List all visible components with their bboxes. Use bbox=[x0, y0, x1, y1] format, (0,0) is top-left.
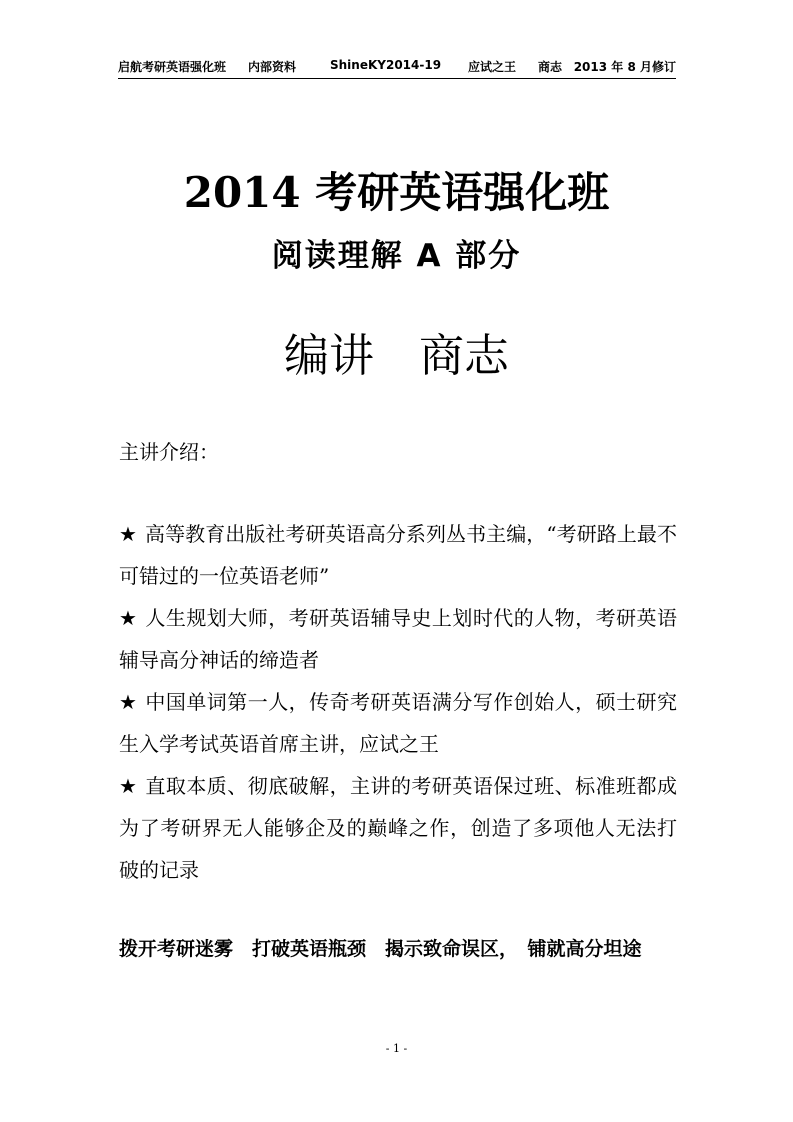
list-item-text: 中国单词第一人，传奇考研英语满分写作创始人，硕士研究生入学考试英语首席主讲，应试之王 bbox=[119, 690, 678, 756]
motto: 拨开考研迷雾 打破英语瓶颈 揭示致命误区， 铺就高分坦途 bbox=[119, 938, 642, 960]
header-author: 商志 bbox=[538, 60, 563, 74]
header-king: 应试之王 bbox=[468, 60, 517, 74]
list-item bbox=[119, 681, 677, 765]
list-item-text: 人生规划大师，考研英语辅导史上划时代的人物，考研英语辅导高分神话的缔造者 bbox=[119, 606, 678, 672]
star-icon: ★ bbox=[119, 690, 138, 714]
intro-label: 主讲介绍： bbox=[119, 440, 219, 464]
document-subtitle: 阅读理解 A 部分 bbox=[271, 238, 522, 274]
header-revision: 2013 年 8 月修订 bbox=[573, 60, 676, 74]
page-header bbox=[118, 56, 676, 79]
header-internal: 内部资料 bbox=[248, 60, 297, 74]
header-code: ShineKY2014-19 bbox=[330, 58, 442, 72]
document-title: 2014 考研英语强化班 bbox=[183, 168, 610, 217]
star-icon: ★ bbox=[119, 522, 137, 546]
list-item bbox=[119, 597, 677, 681]
star-icon: ★ bbox=[119, 774, 138, 798]
list-item-text: 高等教育出版社考研英语高分系列丛书主编，“考研路上最不可错过的一位英语老师” bbox=[119, 522, 677, 588]
star-icon: ★ bbox=[119, 606, 138, 630]
list-item bbox=[119, 765, 677, 891]
header-course: 启航考研英语强化班 bbox=[118, 60, 227, 74]
list-item-text: 直取本质、彻底破解，主讲的考研英语保过班、标准班都成为了考研界无人能够企及的巅峰之作，创造了多项他人无法打破的记录 bbox=[119, 774, 678, 882]
author-line: 编讲 商志 bbox=[283, 329, 509, 382]
list-item bbox=[119, 513, 677, 597]
intro-list bbox=[119, 513, 677, 891]
page-number: - 1 - bbox=[385, 1042, 408, 1055]
